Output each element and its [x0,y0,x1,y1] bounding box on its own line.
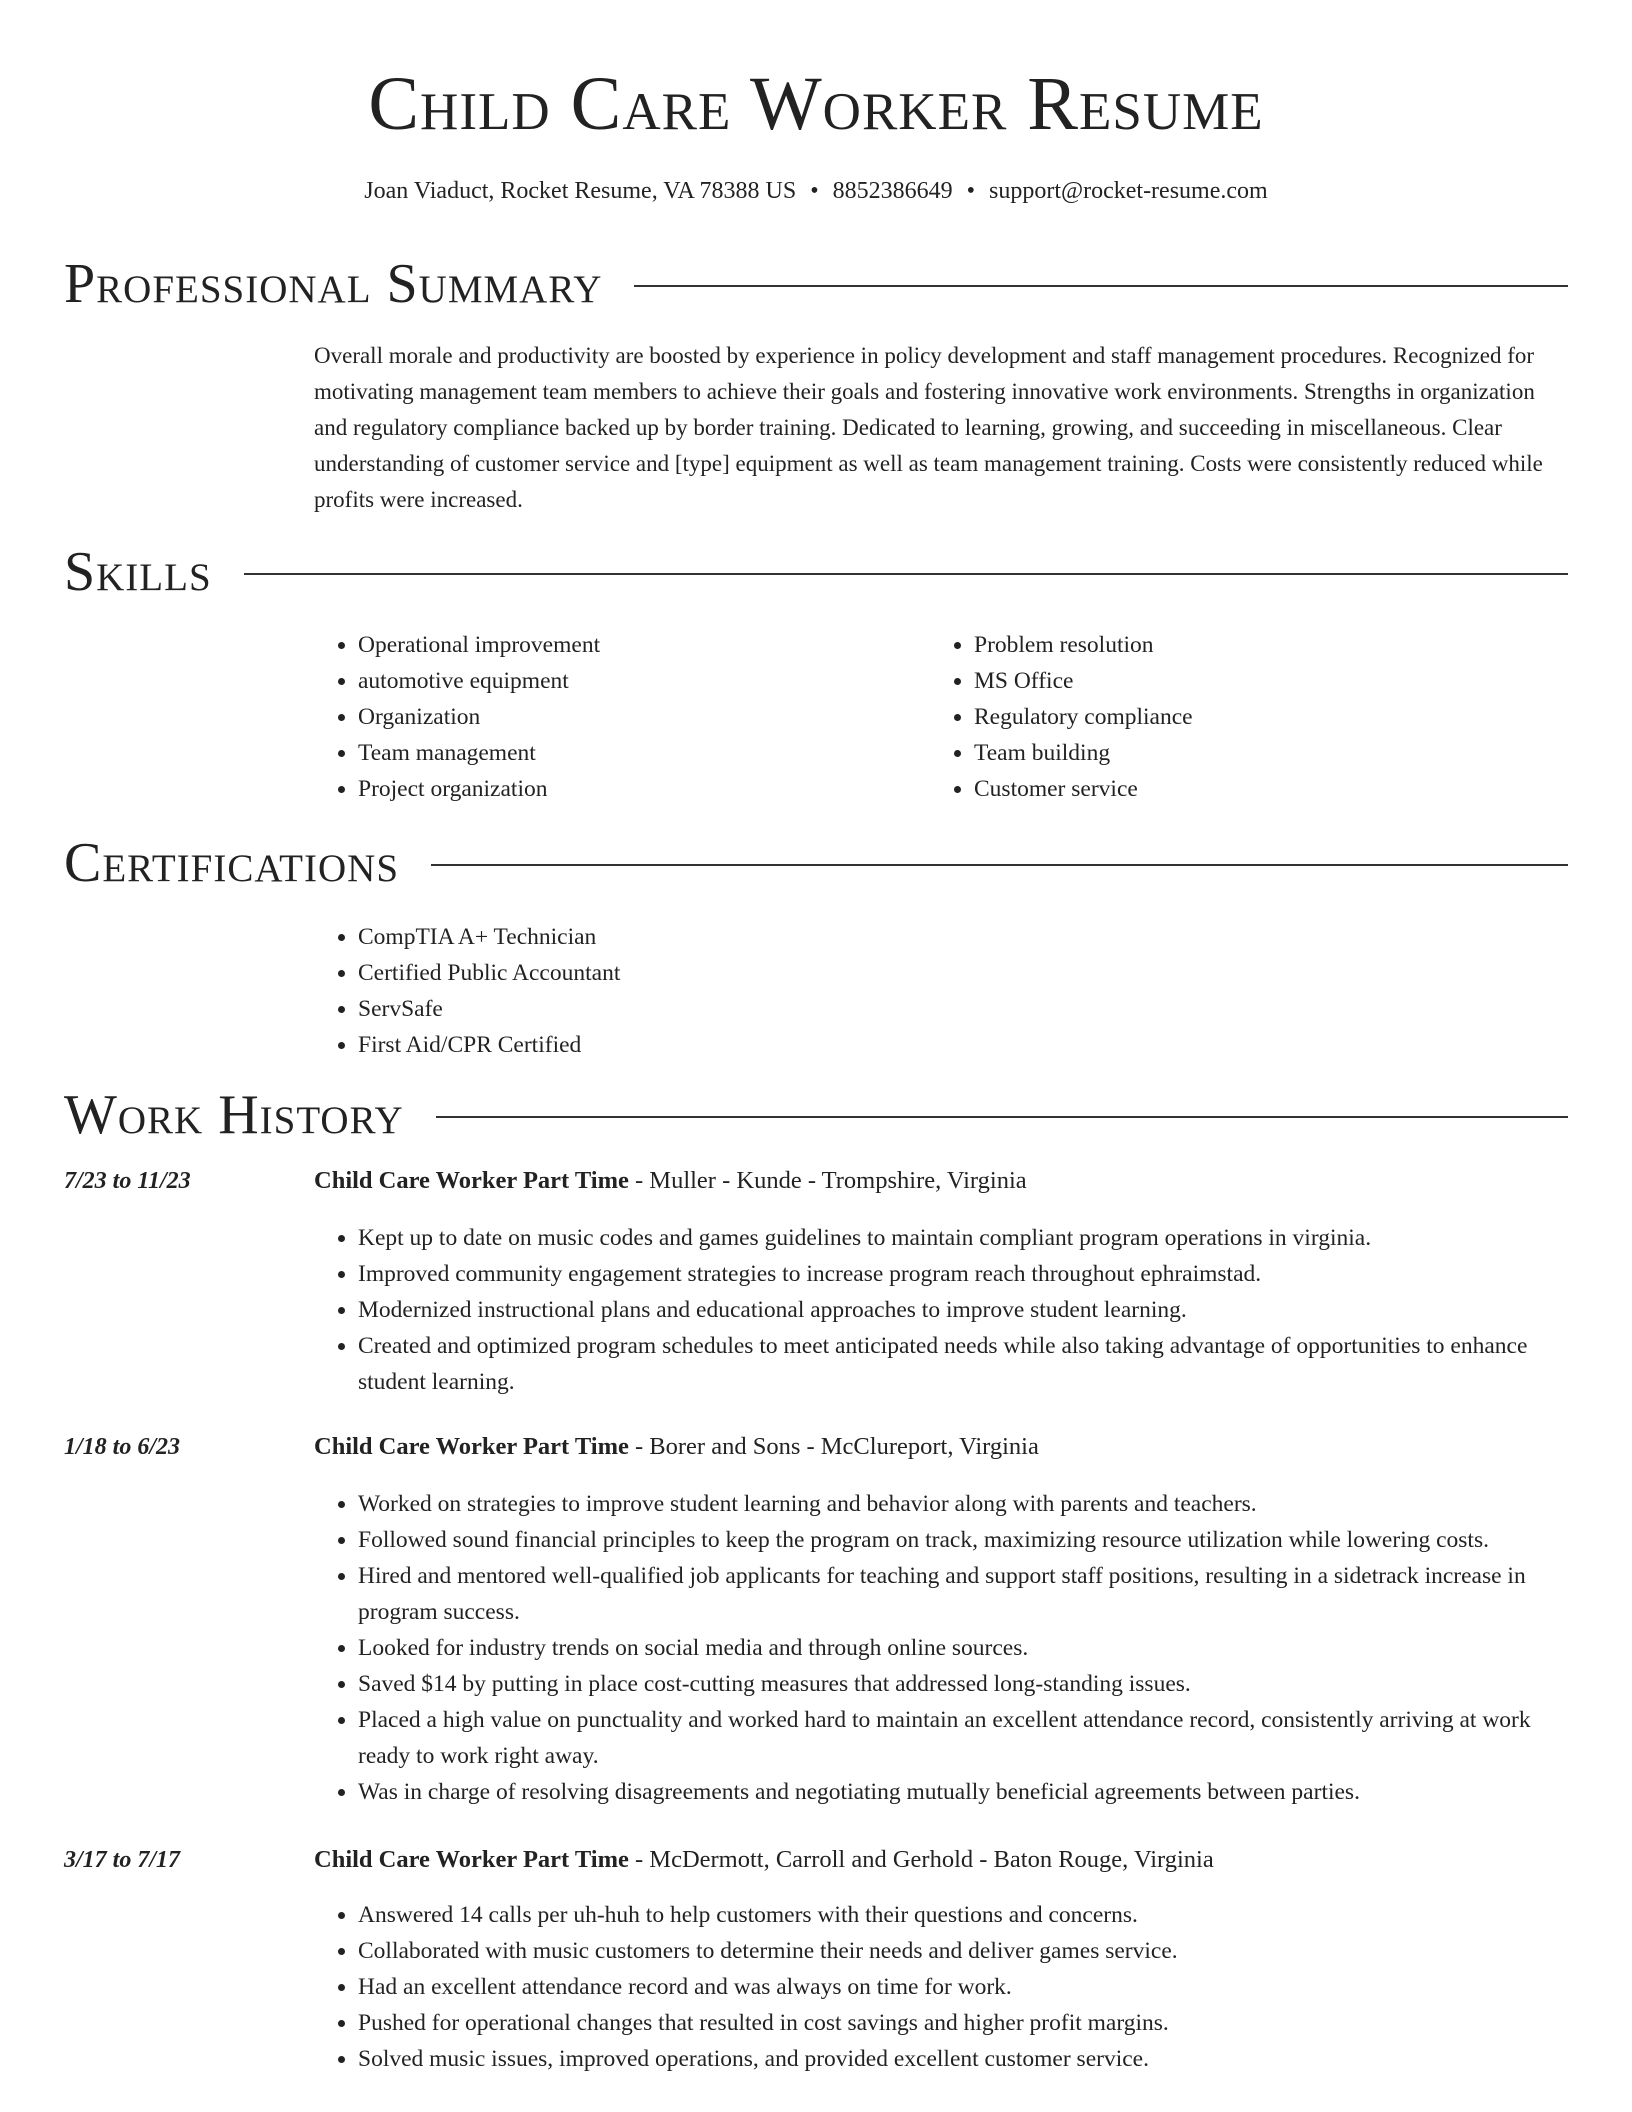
skill-item: • automotive equipment [358,663,918,699]
job-bullet: • Saved $14 by putting in place cost-cutting measures that addressed long-standing issues. [358,1666,1568,1702]
work-history-heading: Work History [64,1084,404,1146]
certifications-section-header [64,831,1568,895]
job-bullet: • Followed sound financial principles to keep the program on track, maximizing resource utilization while lowering costs. [358,1522,1568,1558]
job-heading [314,1166,1568,1196]
contact-separator: • [966,178,975,204]
job-employer: - Muller - Kunde - Trompshire, Virginia [628,1167,1027,1194]
job-bullet: • Hired and mentored well-qualified job applicants for teaching and support staff positions, resulting in a sidetrack increase in program success. [358,1558,1568,1630]
job-bullet: • Placed a high value on punctuality and worked hard to maintain an excellent attendance record, consistently arriving at work ready to work right away. [358,1702,1568,1774]
job-title: Child Care Worker Part Time [314,1846,629,1873]
job-heading [314,1845,1568,1875]
job-title: Child Care Worker Part Time [314,1167,629,1194]
job-bullet: • Had an excellent attendance record and was always on time for work. [358,1969,1568,2005]
skill-item: • Organization [358,699,918,735]
job-heading [314,1432,1568,1462]
skills-list-left [314,627,918,807]
section-divider [436,1116,1568,1118]
job-bullet: • Solved music issues, improved operations, and provided excellent customer service. [358,2041,1568,2077]
job-employer: - Borer and Sons - McClureport, Virginia [628,1433,1039,1460]
contact-phone: 8852386649 [832,178,953,204]
skill-item: • Team building [974,735,1574,771]
certifications-list [314,919,1158,1063]
job-bullet: • Looked for industry trends on social media and through online sources. [358,1630,1568,1666]
contact-email: support@rocket-resume.com [989,178,1268,204]
skill-item: • Customer service [974,771,1574,807]
section-divider [244,573,1568,575]
skills-list-right [930,627,1574,807]
skills-heading: Skills [64,541,212,603]
certification-item: • CompTIA A+ Technician [358,919,1158,955]
skill-item: • Problem resolution [974,627,1574,663]
certification-item: • ServSafe [358,991,1158,1027]
job-bullet: • Improved community engagement strategies to increase program reach throughout ephraimstad. [358,1256,1568,1292]
job-bullets [314,1897,1568,2077]
job-bullet: • Worked on strategies to improve student learning and behavior along with parents and teachers. [358,1486,1568,1522]
job-dates: 3/17 to 7/17 [64,1847,181,1873]
job-employer: - McDermott, Carroll and Gerhold - Baton Rouge, Virginia [628,1846,1214,1873]
skill-item: • MS Office [974,663,1574,699]
work-history-section-header [64,1083,1568,1147]
skills-section-header [64,540,1568,604]
contact-separator: • [810,178,819,204]
section-divider [634,285,1568,287]
contact-line [0,176,1632,206]
job-bullet: • Created and optimized program schedules to meet anticipated needs while also taking advantage of opportunities to enhance student learning. [358,1328,1568,1400]
resume-title: Child Care Worker Resume [368,62,1264,146]
certifications-heading: Certifications [64,832,400,894]
job-bullet: • Kept up to date on music codes and games guidelines to maintain compliant program operations in virginia. [358,1220,1568,1256]
job-bullet: • Was in charge of resolving disagreements and negotiating mutually beneficial agreements between parties. [358,1774,1568,1810]
contact-address: Joan Viaduct, Rocket Resume, VA 78388 US [364,178,797,204]
certification-item: • First Aid/CPR Certified [358,1027,1158,1063]
section-divider [431,864,1568,866]
job-bullets [314,1486,1568,1810]
job-bullet: • Collaborated with music customers to determine their needs and deliver games service. [358,1933,1568,1969]
summary-heading: Professional Summary [64,253,603,315]
job-title: Child Care Worker Part Time [314,1433,629,1460]
certification-item: • Certified Public Accountant [358,955,1158,991]
job-bullet: • Pushed for operational changes that resulted in cost savings and higher profit margins. [358,2005,1568,2041]
summary-section-header [64,252,1568,316]
job-dates: 7/23 to 11/23 [64,1168,191,1194]
skill-item: • Regulatory compliance [974,699,1574,735]
skill-item: • Team management [358,735,918,771]
job-bullets [314,1220,1568,1400]
skill-item: • Project organization [358,771,918,807]
job-bullet: • Answered 14 calls per uh-huh to help customers with their questions and concerns. [358,1897,1568,1933]
skill-item: • Operational improvement [358,627,918,663]
summary-text: Overall morale and productivity are boosted by experience in policy development and staff management procedures. Recognized for motivating management team members to achieve their goals and fostering innovative work environments. Strengths in organization and regulatory compliance backed up by border training. Dedicated to learning, growing, and succeeding in miscellaneous. Clear understanding of customer service and [type] equipment as well as team management training. Costs were consistently reduced while profits were increased. [314,343,1543,512]
job-bullet: • Modernized instructional plans and educational approaches to improve student learning. [358,1292,1568,1328]
job-dates: 1/18 to 6/23 [64,1434,181,1460]
